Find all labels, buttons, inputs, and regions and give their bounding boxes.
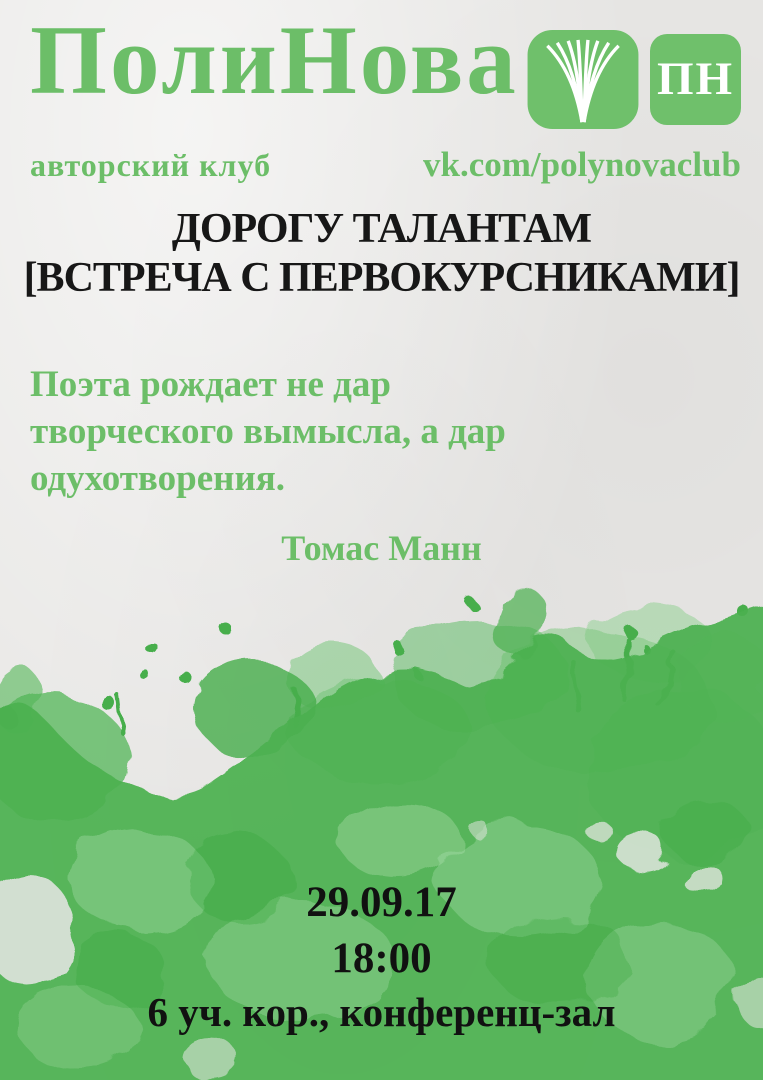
- open-book-icon: [527, 30, 639, 129]
- page-title: [0, 205, 763, 303]
- quote-text: [30, 362, 630, 503]
- event-location: 6 уч. кор., конференц-зал: [147, 988, 616, 1035]
- event-time: 18:00: [331, 934, 432, 982]
- logo-group: [527, 30, 741, 129]
- brand-row: [30, 6, 741, 129]
- title-line-1: ДОРОГУ ТАЛАНТАМ: [171, 206, 592, 252]
- quote-author: Томас Манн: [281, 528, 482, 568]
- pn-monogram-badge: [650, 34, 741, 125]
- quote-line: Поэта рождает не дар: [30, 364, 391, 405]
- event-date: 29.09.17: [306, 879, 457, 927]
- event-info: [0, 875, 763, 1038]
- vk-link: vk.com/polynovaclub: [423, 145, 741, 184]
- quote-line: одухотворения.: [30, 457, 286, 499]
- brand-name: ПолиНова: [30, 6, 519, 115]
- quote-line: творческого вымысла, а дар: [30, 410, 506, 452]
- poster-header: [0, 0, 763, 185]
- tagline-row: [30, 145, 741, 185]
- title-line-2: [ВСТРЕЧА С ПЕРВОКУРСНИКАМИ]: [23, 255, 740, 302]
- pn-monogram-letters: ПН: [656, 53, 735, 105]
- club-subtitle: авторский клуб: [30, 147, 272, 183]
